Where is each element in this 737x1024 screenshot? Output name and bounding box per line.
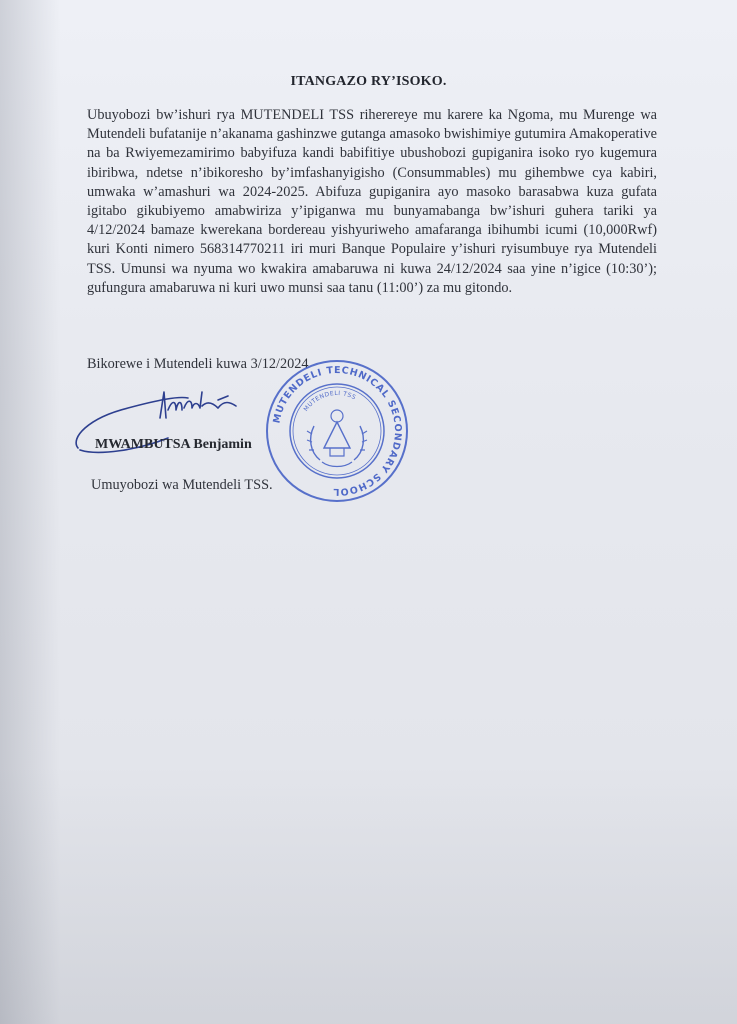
announcement-body: Ubuyobozi bw’ishuri rya MUTENDELI TSS riherereye mu karere ka Ngoma, mu Murenge wa Mutendeli bufatanije n’akanama gashinzwe gutanga amasoko bwishimiye gutumira Amakoperative na ba Rwiyemezamirimo babyifuza kandi babifitiye ubushobozi gupiganira isoko ryo kugemura ibiribwa, ndetse n’ibikoresho by’imfashanyigisho (Consummables) mu gihembwe cya kabiri, umwaka w’amashuri wa 2024-2025. Abifuza gupiganira ayo masoko barasabwa kuza gufata igitabo gikubiyemo amabwiriza y’ipiganwa mu bunyamabanga bw’ishuri guhera tariki ya 4/12/2024 bamaze kwerekana bordereau yishyuriweho amafaranga ibihumbi icumi (10,000Rwf) kuri Konti nimero 568314770211 iri muri Banque Populaire y’ishuri ryisumbuye rya Mutendeli TSS. Umunsi wa nyuma wo kwakira amabaruwa ni kuwa 24/12/2024 saa yine n’igice (10:30’); gufungura amabaruwa ni kuri uwo munsi saa tanu (11:00’) za mu gitondo. xyxy=(87,107,657,296)
signer-name: MWAMBUTSA Benjamin xyxy=(95,437,252,452)
svg-text:MUTENDELI TSS xyxy=(303,390,358,413)
page-shadow-bottom xyxy=(0,764,737,1024)
official-stamp xyxy=(262,356,412,506)
stamp-outer-text: MUTENDELI TECHNICAL SECONDARY SCHOOL xyxy=(271,364,404,498)
stamp-inner-text: MUTENDELI TSS xyxy=(302,389,358,413)
page-shadow xyxy=(0,0,60,1024)
date-line: Bikorewe i Mutendeli kuwa 3/12/2024 xyxy=(87,356,309,372)
signer-role: Umuyobozi wa Mutendeli TSS. xyxy=(91,477,273,493)
document-title: ITANGAZO RY’ISOKO. xyxy=(290,74,447,89)
